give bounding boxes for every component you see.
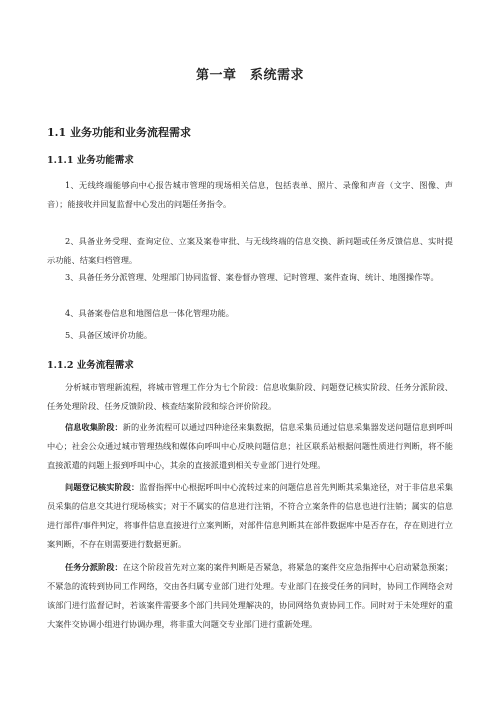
functional-item-5: 5、具备区域评价功能。 [65,330,153,340]
section-heading-1-1-1: 1.1.1 业务功能需求 [47,155,134,166]
stage-text: 新的业务流程可以通过四种途径来集数据，信息采集员通过信息采集器发送问题信息到呼叫中心；社会公众通过城市管理热线和媒体向呼叫中心反映问题信息；社区联系站根据问题性质进行判断，将不能直接派遣的问题上报到呼叫中心，其余的直接派遣到相关专业部门进行处理。 [47,422,453,470]
stage-lead: 信息收集阶段： [65,422,123,432]
chapter-title: 第一章 系统需求 [195,68,304,83]
section-heading-1-1: 1.1 业务功能和业务流程需求 [47,126,191,139]
functional-item-1: 1、无线终端能够向中心报告城市管理的现场相关信息，包括表单、照片、录像和声音（文字、图像、声音）；能接收并回复监督中心发出的问题任务指令。 [47,180,453,209]
stage-text: 监督指挥中心根据呼叫中心流转过来的问题信息首先判断其采集途径，对于非信息采集员采集的信息交其进行现场核实；对于不属实的信息进行注销，不符合立案条件的信息也进行注销；属实的信息进行部件/事件判定，将事件信息直接进行立案判断，对部件信息判断其在部件数据库中是否存在，存在则进行立案判断，不存在则需要进行数据更新。 [47,482,453,549]
stage-task-dispatch [47,558,453,634]
process-intro: 分析城市管理新流程，将城市管理工作分为七个阶段：信息收集阶段、问题登记核实阶段、任务分派阶段、任务处理阶段、任务反馈阶段、核查结案阶段和综合评价阶段。 [47,382,453,411]
stage-registration-verification [47,478,453,554]
section-heading-1-1-2: 1.1.2 业务流程需求 [47,360,134,371]
stage-lead: 问题登记核实阶段： [65,482,140,492]
functional-item-3: 3、具备任务分派管理、处理部门协同监督、案卷督办管理、记时管理、案件查询、统计、地图操作等。 [65,272,439,282]
functional-item-4: 4、具备案卷信息和地图信息一体化管理功能。 [65,308,234,318]
stage-lead: 任务分派阶段： [65,562,123,572]
stage-text: 在这个阶段首先对立案的案件判断是否紧急，将紧急的案件交应急指挥中心启动紧急预案；不紧急的流转到协同工作网络，交由各归属专业部门进行处理。专业部门在接受任务的同时，协同工作网络会对该部门进行监督记时，若该案件需要多个部门共同处理解决的，协同网络负责协同工作。同时对于未处理好的重大案件交协调小组进行协调办理，将非重大问题交专业部门进行重新处理。 [47,562,453,629]
stage-info-collection [47,418,453,475]
functional-item-2: 2、具备业务受理、查询定位、立案及案卷审批、与无线终端的信息交换、新问题或任务反馈信息、实时提示功能、结案归档管理。 [47,236,453,265]
